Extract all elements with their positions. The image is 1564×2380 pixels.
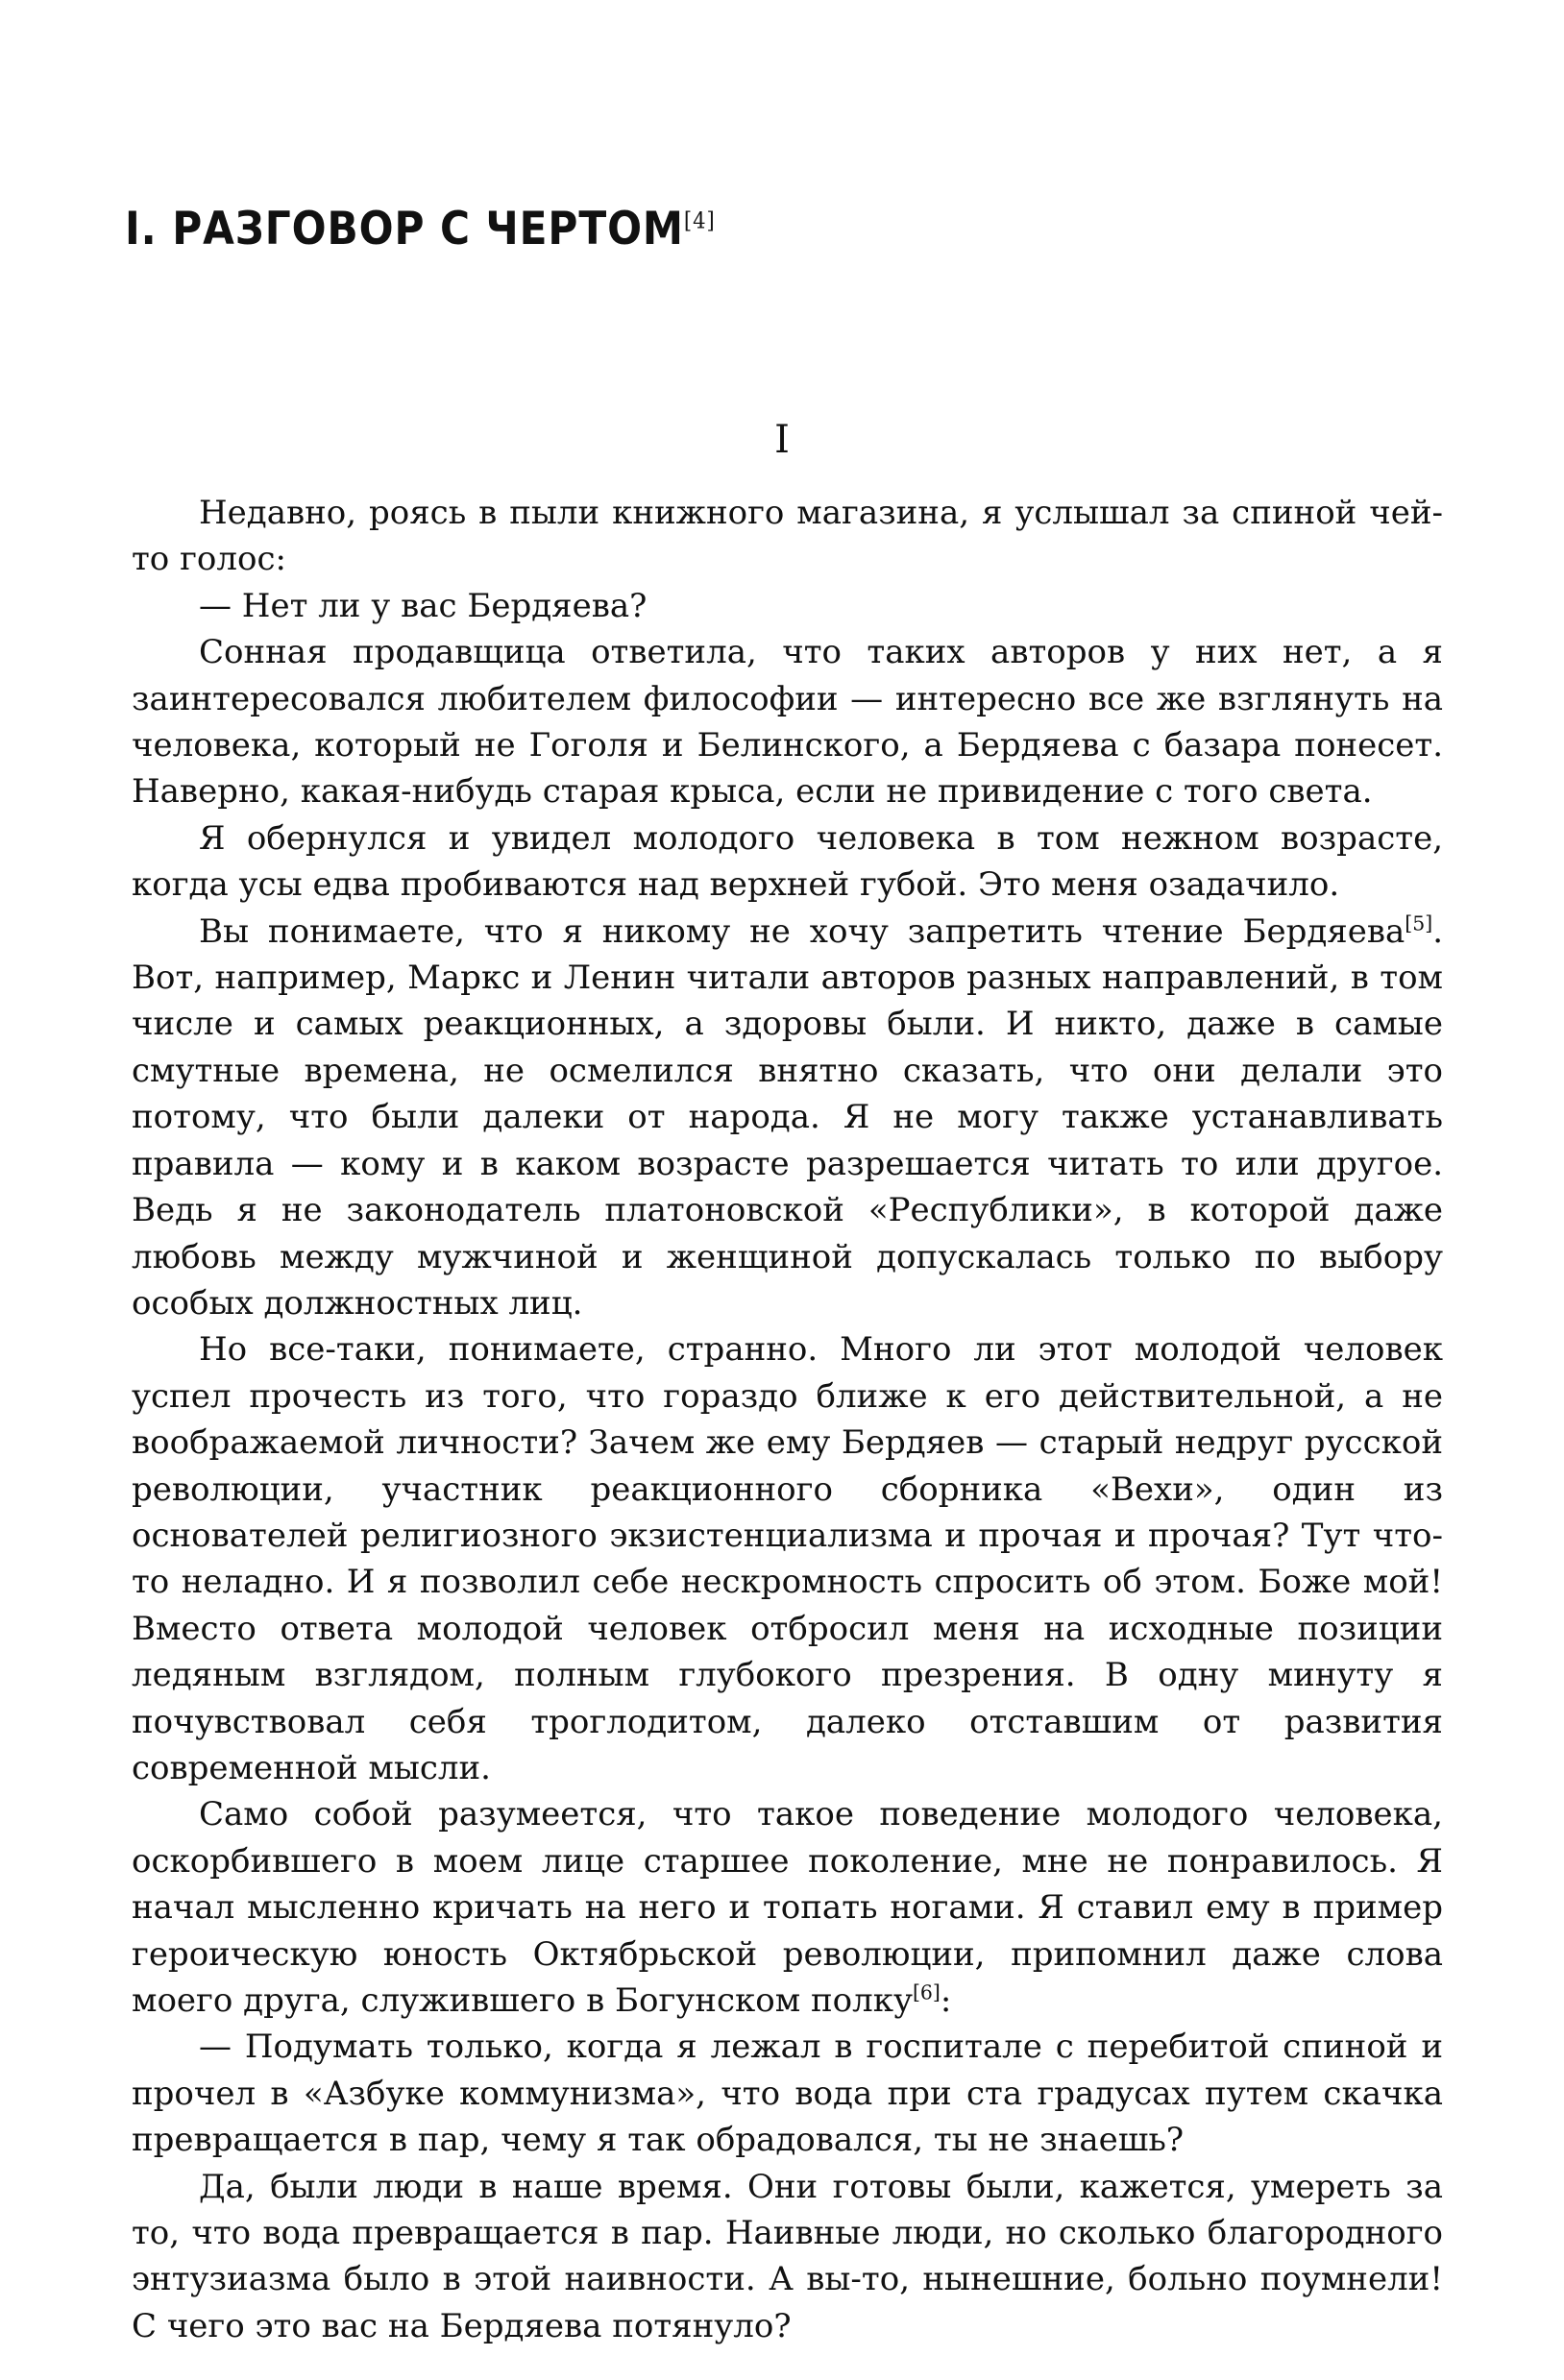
- chapter-title-text: I. РАЗГОВОР С ЧЕРТОМ: [125, 203, 684, 255]
- paragraph: [132, 2164, 1443, 2350]
- paragraph-text: Я обернулся и увидел молодого человека в том нежном возрасте, когда усы едва пробиваются над верхней губой. Это меня озадачило.: [132, 818, 1443, 905]
- chapter-footnote-ref: [4]: [683, 206, 716, 234]
- paragraph-text: :: [940, 1981, 952, 2020]
- paragraph-text: Само собой разумеется, что такое поведение молодого человека, оскорбившего в моем лице старшее поколение, мне не понравилось. Я начал мысленно кричать на него и топать ногами. Я ставил ему в пример героическую юность Октябрьской революции, припомнил даже слова моего друга, служившего в Богунском полку: [132, 1795, 1443, 2020]
- paragraph-text: . Вот, например, Маркс и Ленин читали авторов разных направлений, в том числе и самых реакционных, а здоровы были. И никто, даже в самые смутные времена, не осмелился внятно сказать, что они делали это потому, что были далеки от народа. Я не могу также устанавливать правила — кому и в каком возрасте разрешается читать то или другое. Ведь я не законодатель платоновской «Республики», в которой даже любовь между мужчиной и женщиной допускалась только по выбору особых должностных лиц.: [132, 911, 1443, 1323]
- paragraph-text: Но все-таки, понимаете, странно. Много ли этот молодой человек успел прочесть из того, что гораздо ближе к его действительной, а не воображаемой личности? Зачем же ему Бердяев — старый недруг русской революции, участник реакционного сборника «Вехи», один из основателей религиозного экзистенциализма и прочая и прочая? Тут что-то неладно. И я позволил себе нескромность спросить об этом. Боже мой! Вместо ответа молодой человек отбросил меня на исходные позиции ледяным взглядом, полным глубокого презрения. В одну минуту я почувствовал себя троглодитом, далеко отставшим от развития современной мысли.: [132, 1330, 1443, 1787]
- paragraph: [132, 583, 1443, 629]
- paragraph: [132, 490, 1443, 583]
- footnote-ref: [5]: [1405, 911, 1433, 935]
- paragraph: [132, 629, 1443, 815]
- footnote-ref: [6]: [912, 1980, 941, 2004]
- paragraph-text: Да, были люди в наше время. Они готовы были, кажется, умереть за то, что вода превращается в пар. Наивные люди, но сколько благородного энтузиазма было в этой наивности. А вы-то, нынешние, больно поумнели! С чего это вас на Бердяева потянуло?: [132, 2167, 1443, 2345]
- paragraph: [132, 815, 1443, 909]
- paragraph-text: — Нет ли у вас Бердяева?: [199, 586, 648, 625]
- body-text: [132, 490, 1443, 2349]
- paragraph-text: Недавно, роясь в пыли книжного магазина, я услышал за спиной чей-то голос:: [132, 494, 1443, 579]
- paragraph: [132, 1791, 1443, 2024]
- chapter-title: [125, 203, 716, 255]
- paragraph-text: — Подумать только, когда я лежал в госпитале с перебитой спиной и прочел в «Азбуке коммунизма», что вода при ста градусах путем скачка превращается в пар, чему я так обрадовался, ты не знаешь?: [132, 2028, 1443, 2160]
- section-numeral: I: [774, 418, 790, 462]
- paragraph: [132, 1326, 1443, 1791]
- paragraph-text: Сонная продавщица ответила, что таких авторов у них нет, а я заинтересовался любителем философии — интересно все же взглянуть на человека, который не Гоголя и Белинского, а Бердяева с базара понесет. Наверно, какая-нибудь старая крыса, если не привидение с того света.: [132, 633, 1443, 812]
- paragraph: [132, 2024, 1443, 2163]
- paragraph: [132, 909, 1443, 1327]
- paragraph-text: Вы понимаете, что я никому не хочу запретить чтение Бердяева: [199, 911, 1405, 951]
